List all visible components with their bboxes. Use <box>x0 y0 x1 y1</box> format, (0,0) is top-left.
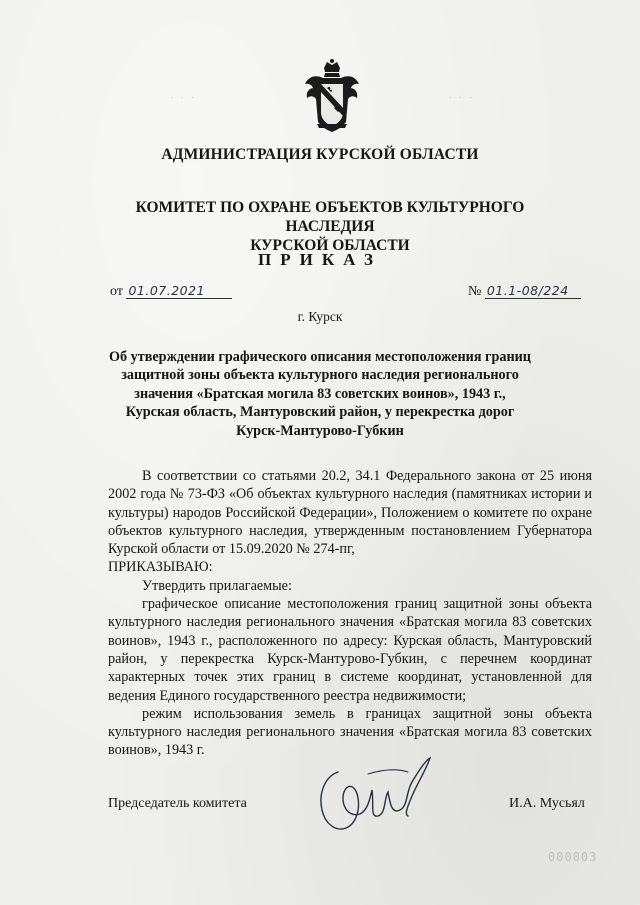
number-prefix: № <box>468 284 482 299</box>
order-date <box>110 283 232 300</box>
date-prefix: от <box>110 284 123 299</box>
order-body <box>108 467 592 760</box>
serial-number: 000003 <box>548 850 598 864</box>
city-line: г. Курск <box>297 309 343 324</box>
scan-artifact-left: · · · <box>170 92 197 104</box>
subject-line: Курская область, Мантуровский район, у перекрестка дорог <box>125 404 515 421</box>
order-title: ПРИКАЗ <box>258 250 382 269</box>
subject-line: Курск-Мантурово-Губкин <box>236 422 404 439</box>
order-number <box>468 283 581 300</box>
body-paragraph: графическое описание местоположения границ защитной зоны объекта культурного наследия регионального значения «Братская могила 83 советских воинов», 1943 г., расположенного по адресу: Курская область, Мантуровский район, у перекрестка Курск-Мантурово-Губкин, с перечнем координат характерных точек этих границ в системе координат, установленной для ведения Единого государственного реестра недвижимости; <box>108 596 592 704</box>
body-paragraph: Утвердить прилагаемые: <box>142 577 292 594</box>
date-handwritten: 01.07.2021 <box>126 283 232 299</box>
administration-heading: АДМИНИСТРАЦИЯ КУРСКОЙ ОБЛАСТИ <box>161 146 479 163</box>
scan-artifact-right: · · · <box>448 92 475 104</box>
signatory-title: Председатель комитета <box>108 796 247 811</box>
order-subject <box>108 348 532 440</box>
signatory-name: И.А. Мусьял <box>509 796 585 811</box>
number-handwritten: 01.1-08/224 <box>485 283 581 299</box>
subject-line: защитной зоны объекта культурного наследия регионального <box>121 367 519 384</box>
committee-heading-line2: КУРСКОЙ ОБЛАСТИ <box>250 237 410 254</box>
coat-of-arms-icon <box>303 58 361 136</box>
body-paragraph: режим использования земель в границах защитной зоны объекта культурного наследия регионального значения «Братская могила 83 советских воинов», 1943 г. <box>108 705 592 759</box>
order-command: ПРИКАЗЫВАЮ: <box>108 559 213 576</box>
committee-heading-line1: КОМИТЕТ ПО ОХРАНЕ ОБЪЕКТОВ КУЛЬТУРНОГО НАСЛЕДИЯ <box>135 199 525 235</box>
handwritten-signature <box>308 752 438 842</box>
body-paragraph: В соответствии со статьями 20.2, 34.1 Федерального закона от 25 июня 2002 года № 73-ФЗ «Об объектах культурного наследия (памятниках истории и культуры) народов Российской Федерации», Положением о комитете по охране объектов культурного наследия, утвержденным постановлением Губернатора Курской области от 15.09.2020 № 274-пг, <box>108 468 592 558</box>
subject-line: Об утверждении графического описания местоположения границ <box>108 349 531 365</box>
committee-heading <box>90 198 570 255</box>
subject-line: значения «Братская могила 83 советских воинов», 1943 г., <box>134 385 506 402</box>
